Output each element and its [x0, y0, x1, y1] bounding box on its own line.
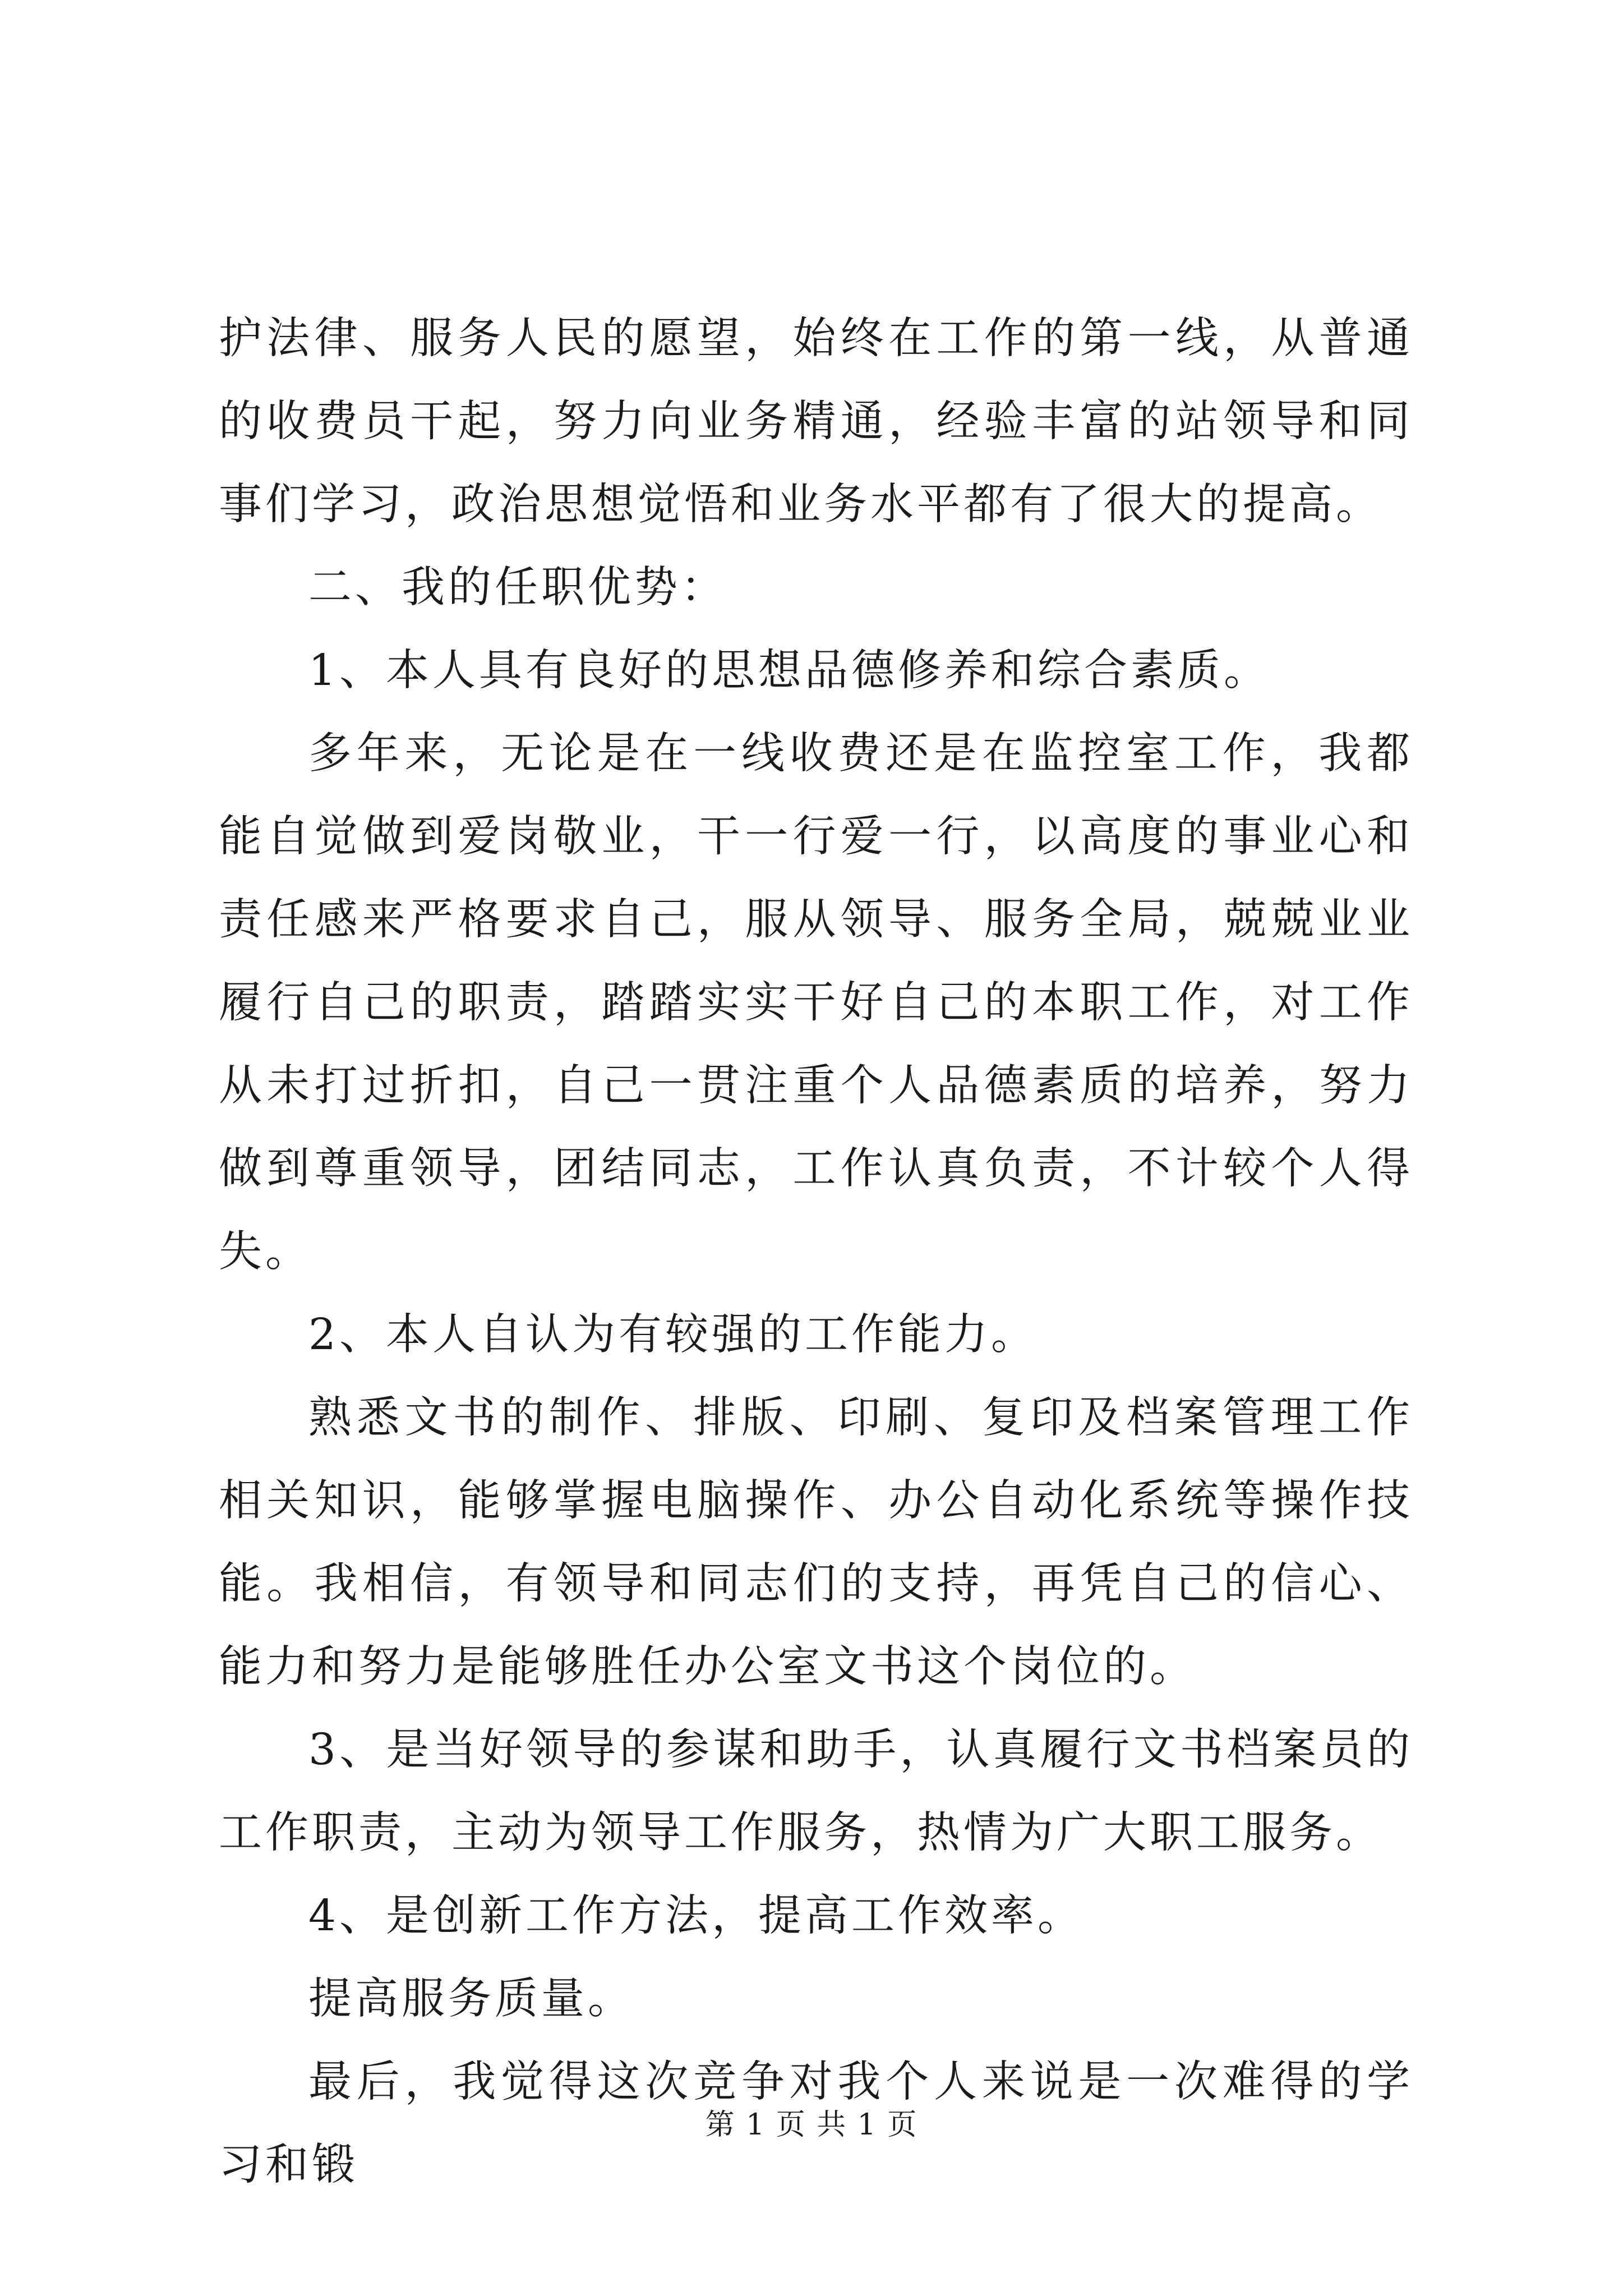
- list-item-4: 4、是创新工作方法，提高工作效率。: [308, 1891, 1084, 1941]
- paragraph-closing: 最后，我觉得这次竞争对我个人来说是一次难得的学习和锻: [219, 2057, 1413, 2190]
- paragraph-skills: 熟悉文书的制作、排版、印刷、复印及档案管理工作相关知识，能够掌握电脑操作、办公自动化系统等操作技能。我相信，有领导和同志们的支持，再凭自己的信心、能力和努力是能够胜任办公室文书这个岗位的。: [219, 1393, 1413, 1692]
- page-number-indicator: 第 1 页 共 1 页: [705, 2108, 918, 2142]
- section-heading-advantages: 二、我的任职优势：: [308, 563, 727, 613]
- list-item-2: 2、本人自认为有较强的工作能力。: [308, 1310, 1038, 1360]
- document-body: [219, 297, 1413, 2207]
- paragraph-continuation: 护法律、服务人民的愿望，始终在工作的第一线，从普通的收费员干起，努力向业务精通，经验丰富的站领导和同事们学习，政治思想觉悟和业务水平都有了很大的提高。: [219, 314, 1413, 530]
- page-footer: [0, 2101, 1623, 2143]
- list-item-1: 1、本人具有良好的思想品德修养和综合素质。: [308, 646, 1270, 696]
- paragraph-service-quality: 提高服务质量。: [308, 1974, 634, 2024]
- paragraph-work-attitude: 多年来，无论是在一线收费还是在监控室工作，我都能自觉做到爱岗敬业，干一行爱一行，以高度的事业心和责任感来严格要求自己，服从领导、服务全局，兢兢业业履行自己的职责，踏踏实实干好自己的本职工作，对工作从未打过折扣，自己一贯注重个人品德素质的培养，努力做到尊重领导，团结同志，工作认真负责，不计较个人得失。: [219, 729, 1413, 1277]
- list-item-3: 3、是当好领导的参谋和助手，认真履行文书档案员的工作职责，主动为领导工作服务，热情为广大职工服务。: [219, 1725, 1413, 1858]
